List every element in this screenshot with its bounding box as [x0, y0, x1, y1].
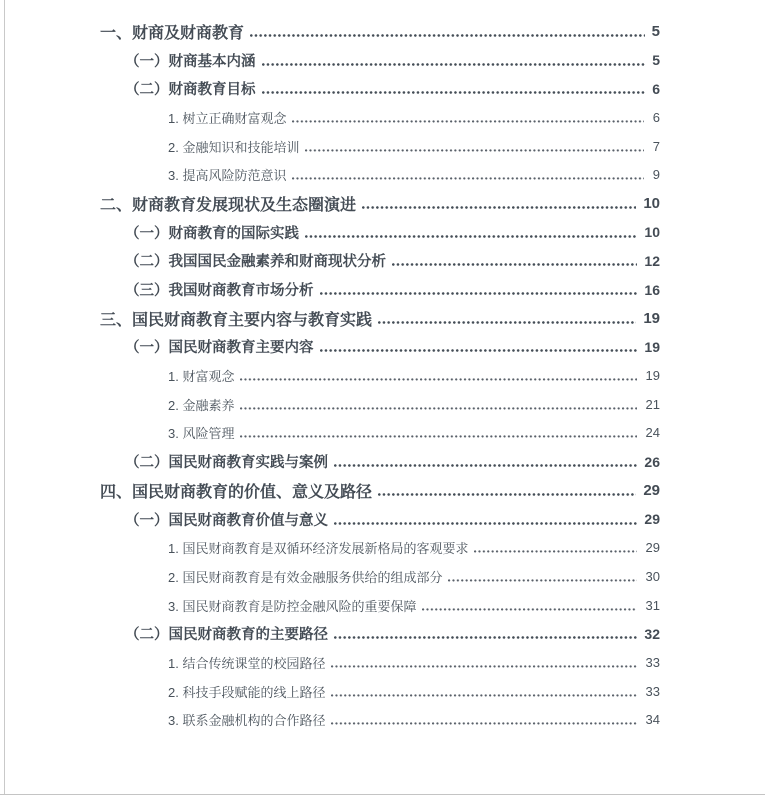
toc-entry[interactable]	[100, 591, 660, 620]
toc-entry-page: 29	[645, 540, 660, 556]
dot-leader	[422, 608, 636, 611]
toc-entry[interactable]	[100, 447, 660, 476]
toc-entry-page: 10	[643, 194, 660, 212]
dot-leader	[292, 177, 643, 180]
toc-entry[interactable]	[100, 361, 660, 390]
dot-leader	[262, 91, 646, 94]
toc-entry-label: （二）国民财商教育实践与案例	[125, 455, 328, 472]
toc-entry-page: 16	[644, 281, 660, 298]
dot-leader	[448, 579, 636, 582]
toc-entry-label: 2. 金融素养	[168, 397, 235, 413]
toc-entry-label: 1. 财富观念	[168, 369, 235, 385]
page-bottom-edge	[0, 794, 765, 795]
toc-entry[interactable]	[100, 505, 660, 534]
dot-leader	[320, 349, 638, 352]
toc-entry[interactable]	[100, 17, 660, 46]
toc-entry[interactable]	[100, 562, 660, 591]
dot-leader	[334, 636, 637, 639]
toc-entry-page: 29	[644, 511, 660, 528]
toc-entry-label: （二）财商教育目标	[125, 82, 256, 99]
toc-entry-label: 三、国民财商教育主要内容与教育实践	[100, 311, 373, 329]
toc-entry-page: 7	[652, 138, 660, 154]
dot-leader	[320, 292, 638, 295]
toc-entry[interactable]	[100, 677, 660, 706]
toc-entry[interactable]	[100, 333, 660, 362]
toc-entry-label: 3. 国民财商教育是防控金融风险的重要保障	[168, 598, 417, 614]
page-left-edge	[4, 0, 5, 794]
toc-entry[interactable]	[100, 103, 660, 132]
toc-entry-page: 26	[644, 453, 660, 470]
toc-entry[interactable]	[100, 304, 660, 333]
dot-leader	[378, 493, 636, 496]
dot-leader	[362, 206, 636, 209]
dot-leader	[262, 63, 646, 66]
dot-leader	[334, 522, 637, 525]
toc-entry[interactable]	[100, 74, 660, 103]
toc-entry-label: （一）国民财商教育主要内容	[125, 340, 314, 357]
toc-entry-page: 29	[643, 481, 660, 499]
toc-entry-label: 2. 科技手段赋能的线上路径	[168, 684, 326, 700]
dot-leader	[331, 722, 636, 725]
toc-entry-page: 6	[652, 80, 660, 97]
toc-entry[interactable]	[100, 247, 660, 276]
toc-entry-page: 9	[652, 167, 660, 183]
toc-entry[interactable]	[100, 275, 660, 304]
dot-leader	[305, 149, 643, 152]
toc-entry-label: （二）国民财商教育的主要路径	[125, 627, 328, 644]
toc-entry-label: 1. 树立正确财富观念	[168, 110, 287, 126]
toc-entry[interactable]	[100, 390, 660, 419]
toc-entry-page: 24	[645, 425, 660, 441]
toc-entry[interactable]	[100, 706, 660, 735]
toc-entry[interactable]	[100, 218, 660, 247]
toc-entry[interactable]	[100, 533, 660, 562]
toc-entry-page: 33	[645, 683, 660, 699]
toc-entry-page: 19	[645, 368, 660, 384]
toc-entry[interactable]	[100, 619, 660, 648]
toc-entry-label: 一、财商及财商教育	[100, 24, 245, 42]
dot-leader	[331, 665, 636, 668]
toc-entry-page: 6	[652, 109, 660, 125]
toc-entry-label: 3. 联系金融机构的合作路径	[168, 713, 326, 729]
toc-entry-label: 2. 金融知识和技能培训	[168, 139, 300, 155]
toc-entry-label: 四、国民财商教育的价值、意义及路径	[100, 483, 373, 501]
dot-leader	[250, 34, 645, 37]
dot-leader	[305, 235, 637, 238]
toc-entry[interactable]	[100, 419, 660, 448]
toc-entry-label: 3. 风险管理	[168, 426, 235, 442]
dot-leader	[240, 407, 636, 410]
toc-entry[interactable]	[100, 476, 660, 505]
toc-entry-page: 30	[645, 568, 660, 584]
toc-entry-label: （二）我国国民金融素养和财商现状分析	[125, 254, 386, 271]
toc-entry[interactable]	[100, 132, 660, 161]
toc-entry-label: （三）我国财商教育市场分析	[125, 283, 314, 300]
toc-entry-page: 19	[644, 338, 660, 355]
toc-entry-page: 31	[645, 597, 660, 613]
toc-entry[interactable]	[100, 189, 660, 218]
toc-entry-page: 33	[645, 654, 660, 670]
toc-entry-page: 5	[651, 22, 660, 40]
toc-entry[interactable]	[100, 46, 660, 75]
dot-leader	[392, 263, 637, 266]
toc-entry-label: 2. 国民财商教育是有效金融服务供给的组成部分	[168, 569, 443, 585]
toc-entry-page: 10	[644, 224, 660, 241]
toc-entry-page: 5	[652, 52, 660, 69]
toc-entry[interactable]	[100, 648, 660, 677]
toc-entry-page: 34	[645, 712, 660, 728]
dot-leader	[474, 550, 636, 553]
toc-entry-page: 21	[645, 396, 660, 412]
toc-entry-label: 1. 国民财商教育是双循环经济发展新格局的客观要求	[168, 541, 469, 557]
dot-leader	[378, 321, 636, 324]
dot-leader	[240, 435, 636, 438]
toc-entry-label: （一）国民财商教育价值与意义	[125, 512, 328, 529]
dot-leader	[292, 120, 643, 123]
toc-entry-page: 32	[644, 625, 660, 642]
toc-entry-page: 19	[643, 309, 660, 327]
dot-leader	[331, 694, 636, 697]
toc-entry-label: （一）财商基本内涵	[125, 53, 256, 70]
toc-list	[100, 17, 660, 734]
toc-entry-label: （一）财商教育的国际实践	[125, 225, 299, 242]
toc-entry[interactable]	[100, 160, 660, 189]
toc-entry-page: 12	[644, 252, 660, 269]
dot-leader	[240, 378, 636, 381]
dot-leader	[334, 464, 637, 467]
toc-entry-label: 1. 结合传统课堂的校园路径	[168, 655, 326, 671]
toc-entry-label: 3. 提高风险防范意识	[168, 168, 287, 184]
toc-entry-label: 二、财商教育发展现状及生态圈演进	[100, 196, 357, 214]
